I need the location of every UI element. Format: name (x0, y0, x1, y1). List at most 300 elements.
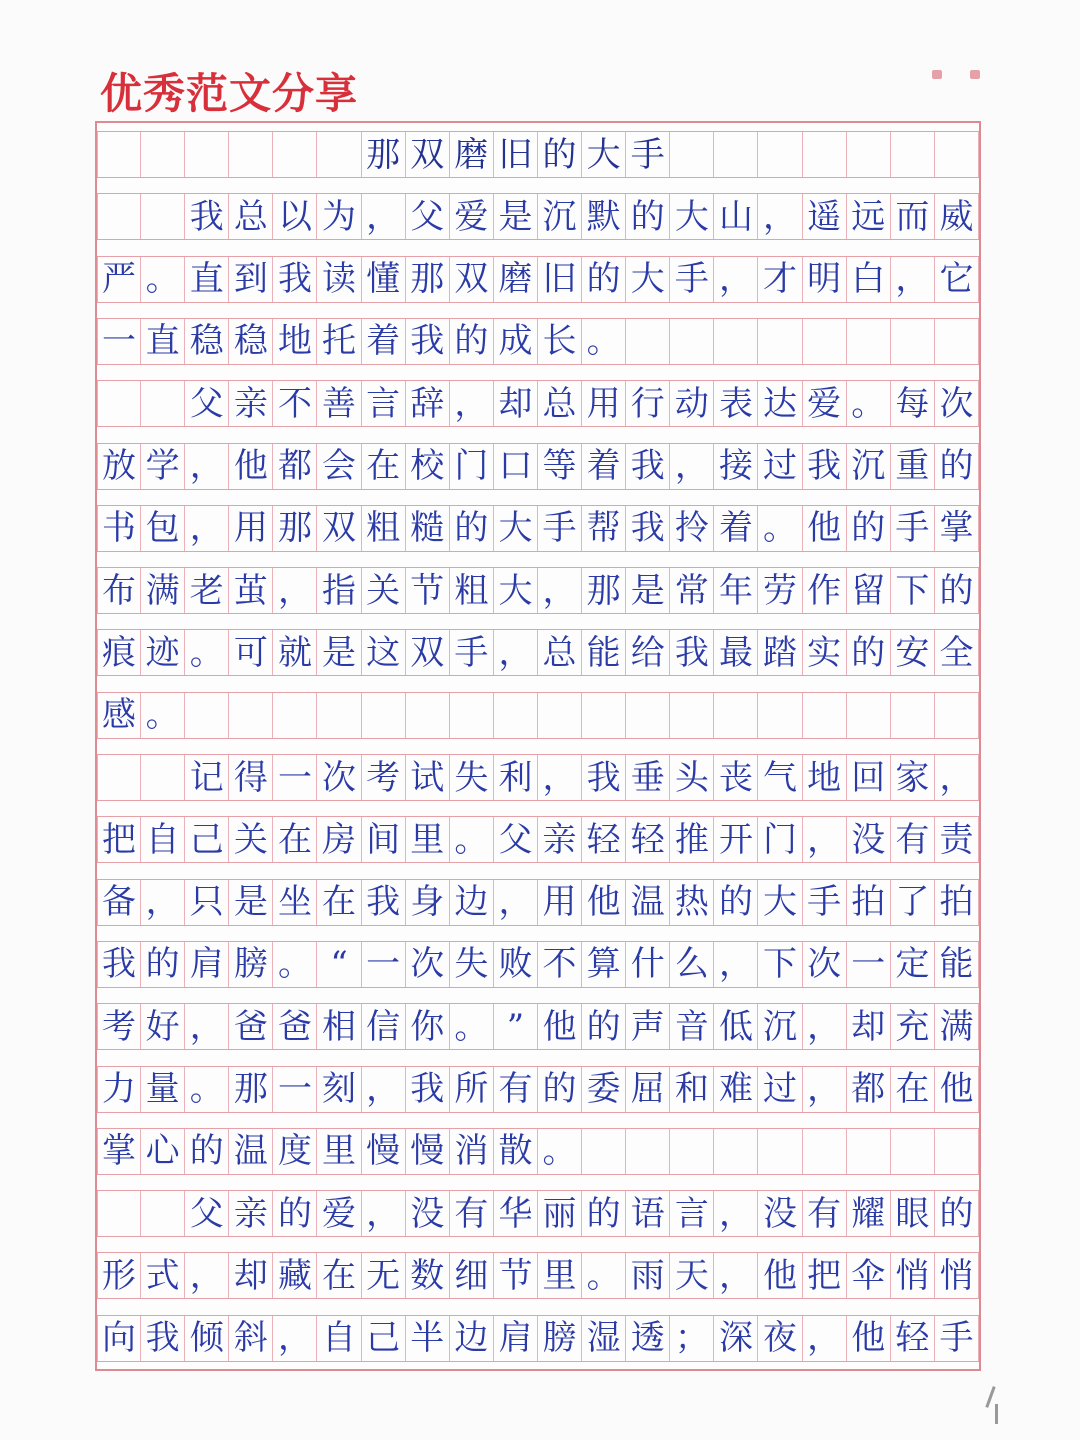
grid-cell: 温 (229, 1129, 273, 1174)
grid-cell: 那 (229, 1067, 273, 1112)
grid-cell: 的 (450, 506, 494, 551)
grid-cell (891, 132, 935, 177)
grid-cell: 藏 (273, 1253, 317, 1298)
grid-cell: 门 (759, 817, 803, 862)
grid-cell: 。 (141, 693, 185, 738)
grid-cell: 的 (273, 1191, 317, 1236)
grid-cell: 细 (450, 1253, 494, 1298)
grid-cell: 踏 (759, 630, 803, 675)
grid-cell: 家 (891, 755, 935, 800)
grid-cell: 刻 (318, 1067, 362, 1112)
text-row (97, 1315, 979, 1362)
grid-cell: 的 (935, 444, 979, 489)
grid-cell: 那 (273, 506, 317, 551)
grid-cell: 的 (582, 1191, 626, 1236)
grid-cell: 。 (141, 257, 185, 302)
grid-cell: 能 (582, 630, 626, 675)
grid-cell: 推 (670, 817, 714, 862)
grid-cell: 亲 (229, 381, 273, 426)
text-row (97, 1128, 979, 1175)
grid-cell (759, 132, 803, 177)
grid-cell: 拎 (670, 506, 714, 551)
grid-cell: 门 (450, 444, 494, 489)
grid-cell: 没 (847, 817, 891, 862)
grid-cell: 全 (935, 630, 979, 675)
grid-cell: 没 (759, 1191, 803, 1236)
grid-cell: 年 (714, 568, 758, 613)
grid-cell (185, 132, 229, 177)
grid-cell: 父 (406, 194, 450, 239)
grid-cell: 语 (626, 1191, 670, 1236)
grid-cell: ， (185, 506, 229, 551)
grid-cell: ” (494, 1004, 538, 1049)
grid-cell: 己 (362, 1316, 406, 1361)
grid-cell (803, 1129, 847, 1174)
grid-cell: 了 (891, 880, 935, 925)
grid-cell: 实 (803, 630, 847, 675)
grid-cell: 头 (670, 755, 714, 800)
grid-cell: 气 (759, 755, 803, 800)
grid-cell: 记 (185, 755, 229, 800)
grid-cell (670, 693, 714, 738)
grid-cell: 亲 (538, 817, 582, 862)
grid-cell: 爸 (273, 1004, 317, 1049)
grid-cell: 大 (494, 568, 538, 613)
grid-cell (891, 1129, 935, 1174)
grid-cell: 稳 (185, 319, 229, 364)
grid-cell: ， (891, 257, 935, 302)
grid-cell: ， (803, 1316, 847, 1361)
grid-cell: 而 (891, 194, 935, 239)
grid-cell: 劳 (759, 568, 803, 613)
grid-cell (273, 132, 317, 177)
grid-cell: 掌 (935, 506, 979, 551)
grid-cell: 节 (494, 1253, 538, 1298)
grid-cell: 却 (847, 1004, 891, 1049)
grid-cell: 把 (97, 817, 141, 862)
grid-cell: 他 (759, 1253, 803, 1298)
grid-cell: 所 (450, 1067, 494, 1112)
grid-cell: 它 (935, 257, 979, 302)
grid-cell: 辞 (406, 381, 450, 426)
grid-cell: 轻 (626, 817, 670, 862)
grid-cell: 数 (406, 1253, 450, 1298)
grid-cell: 倾 (185, 1316, 229, 1361)
grid-cell: 粗 (362, 506, 406, 551)
grid-cell: 接 (714, 444, 758, 489)
grid-cell: 沉 (538, 194, 582, 239)
grid-cell (847, 132, 891, 177)
grid-cell: 丽 (538, 1191, 582, 1236)
grid-cell: 不 (538, 942, 582, 987)
grid-cell: 安 (891, 630, 935, 675)
grid-cell: 感 (97, 693, 141, 738)
grid-cell: 我 (626, 506, 670, 551)
grid-cell: 指 (318, 568, 362, 613)
grid-cell: 我 (185, 194, 229, 239)
text-row (97, 754, 979, 801)
grid-cell: ， (273, 1316, 317, 1361)
grid-cell: 华 (494, 1191, 538, 1236)
grid-cell: 不 (273, 381, 317, 426)
grid-cell: 他 (847, 1316, 891, 1361)
grid-cell: 爱 (803, 381, 847, 426)
corner-mark-icon (985, 1386, 1005, 1426)
grid-cell: 是 (626, 568, 670, 613)
grid-cell: 和 (670, 1067, 714, 1112)
grid-cell: 双 (450, 257, 494, 302)
grid-cell: 手 (626, 132, 670, 177)
grid-cell: ， (362, 1067, 406, 1112)
grid-cell (935, 319, 979, 364)
grid-cell: 我 (670, 630, 714, 675)
grid-cell: 算 (582, 942, 626, 987)
grid-cell (803, 319, 847, 364)
grid-cell (97, 1191, 141, 1236)
grid-cell: 我 (273, 257, 317, 302)
grid-cell (97, 194, 141, 239)
grid-cell: 关 (362, 568, 406, 613)
grid-cell: 有 (450, 1191, 494, 1236)
grid-cell: 那 (582, 568, 626, 613)
grid-cell: 手 (538, 506, 582, 551)
grid-cell: ； (670, 1316, 714, 1361)
text-row (97, 380, 979, 427)
grid-cell: 坐 (273, 880, 317, 925)
grid-cell: 遥 (803, 194, 847, 239)
grid-cell: 自 (141, 817, 185, 862)
grid-cell: 委 (582, 1067, 626, 1112)
grid-cell: 把 (803, 1253, 847, 1298)
grid-cell (670, 319, 714, 364)
grid-cell: 悄 (935, 1253, 979, 1298)
grid-cell: 父 (494, 817, 538, 862)
grid-cell: ， (670, 444, 714, 489)
grid-cell: 大 (494, 506, 538, 551)
grid-cell (847, 693, 891, 738)
grid-cell: 言 (362, 381, 406, 426)
grid-cell: 山 (714, 194, 758, 239)
grid-cell (97, 381, 141, 426)
grid-cell: 糙 (406, 506, 450, 551)
grid-cell: 形 (97, 1253, 141, 1298)
grid-cell: 威 (935, 194, 979, 239)
grid-cell: 他 (803, 506, 847, 551)
grid-cell: 他 (935, 1067, 979, 1112)
grid-cell: 悄 (891, 1253, 935, 1298)
grid-cell: 最 (714, 630, 758, 675)
text-row (97, 443, 979, 490)
grid-cell: 有 (494, 1067, 538, 1112)
grid-cell: 是 (494, 194, 538, 239)
grid-cell (141, 194, 185, 239)
text-row (97, 629, 979, 676)
grid-cell (141, 132, 185, 177)
grid-cell: 拍 (935, 880, 979, 925)
grid-cell: 关 (229, 817, 273, 862)
text-row (97, 879, 979, 926)
grid-cell: ， (494, 630, 538, 675)
grid-cell: 爱 (450, 194, 494, 239)
grid-cell: 双 (318, 506, 362, 551)
grid-cell (847, 319, 891, 364)
grid-cell (714, 319, 758, 364)
grid-cell: 湿 (582, 1316, 626, 1361)
grid-cell: 伞 (847, 1253, 891, 1298)
grid-cell: ， (273, 568, 317, 613)
grid-cell: 有 (891, 817, 935, 862)
grid-cell: 的 (847, 506, 891, 551)
grid-cell: 的 (582, 257, 626, 302)
grid-cell: ， (935, 755, 979, 800)
grid-cell: 学 (141, 444, 185, 489)
grid-cell: 亲 (229, 1191, 273, 1236)
grid-cell: 言 (670, 1191, 714, 1236)
grid-cell: 那 (362, 132, 406, 177)
grid-cell: 里 (406, 817, 450, 862)
grid-cell: 老 (185, 568, 229, 613)
grid-cell: 的 (185, 1129, 229, 1174)
grid-cell: 在 (318, 880, 362, 925)
grid-cell: 到 (229, 257, 273, 302)
grid-cell: 只 (185, 880, 229, 925)
grid-cell: 默 (582, 194, 626, 239)
grid-cell (891, 693, 935, 738)
grid-cell: 没 (406, 1191, 450, 1236)
grid-cell: 达 (759, 381, 803, 426)
grid-cell: 总 (229, 194, 273, 239)
grid-cell: 直 (141, 319, 185, 364)
grid-cell (362, 693, 406, 738)
grid-cell: 声 (626, 1004, 670, 1049)
grid-cell: 爸 (229, 1004, 273, 1049)
grid-cell: 我 (406, 319, 450, 364)
grid-cell: 手 (803, 880, 847, 925)
grid-cell: 的 (141, 942, 185, 987)
grid-cell: 。 (273, 942, 317, 987)
grid-cell: 热 (670, 880, 714, 925)
grid-cell: 地 (273, 319, 317, 364)
grid-cell: 。 (185, 1067, 229, 1112)
grid-cell: 爱 (318, 1191, 362, 1236)
corner-decoration (932, 70, 992, 82)
grid-cell: 房 (318, 817, 362, 862)
grid-cell: 行 (626, 381, 670, 426)
grid-cell: ， (714, 942, 758, 987)
grid-cell: 的 (538, 132, 582, 177)
grid-cell: 无 (362, 1253, 406, 1298)
grid-cell: 边 (450, 880, 494, 925)
grid-cell: 读 (318, 257, 362, 302)
text-row (97, 318, 979, 365)
grid-cell (714, 132, 758, 177)
grid-cell: 。 (450, 817, 494, 862)
text-row (97, 1003, 979, 1050)
grid-cell: 就 (273, 630, 317, 675)
grid-cell: ， (538, 568, 582, 613)
grid-cell: 考 (97, 1004, 141, 1049)
text-row (97, 692, 979, 739)
grid-cell: 次 (318, 755, 362, 800)
grid-cell (494, 693, 538, 738)
grid-cell: 垂 (626, 755, 670, 800)
grid-cell: 常 (670, 568, 714, 613)
text-row (97, 1252, 979, 1299)
grid-cell: ， (494, 880, 538, 925)
grid-cell: 布 (97, 568, 141, 613)
grid-cell (714, 1129, 758, 1174)
grid-cell: 的 (847, 630, 891, 675)
grid-cell (273, 693, 317, 738)
grid-cell: 他 (229, 444, 273, 489)
grid-cell: 心 (141, 1129, 185, 1174)
grid-cell (318, 693, 362, 738)
grid-cell (759, 319, 803, 364)
grid-cell: 开 (714, 817, 758, 862)
grid-cell: 总 (538, 381, 582, 426)
grid-cell: 旧 (494, 132, 538, 177)
grid-cell (582, 693, 626, 738)
grid-cell: ， (714, 1191, 758, 1236)
grid-cell: 表 (714, 381, 758, 426)
grid-cell: 为 (318, 194, 362, 239)
grid-cell: ， (185, 444, 229, 489)
grid-cell: 过 (759, 444, 803, 489)
grid-cell: 身 (406, 880, 450, 925)
grid-cell: 力 (97, 1067, 141, 1112)
grid-cell: 他 (538, 1004, 582, 1049)
grid-cell: 定 (891, 942, 935, 987)
grid-cell (759, 693, 803, 738)
grid-cell: ， (714, 257, 758, 302)
grid-cell: 都 (847, 1067, 891, 1112)
grid-cell: 白 (847, 257, 891, 302)
grid-cell: 书 (97, 506, 141, 551)
grid-cell (935, 132, 979, 177)
grid-cell: 慢 (362, 1129, 406, 1174)
grid-cell: 深 (714, 1316, 758, 1361)
grid-cell (670, 1129, 714, 1174)
grid-cell: 着 (714, 506, 758, 551)
grid-cell: 什 (626, 942, 670, 987)
grid-cell: 远 (847, 194, 891, 239)
grid-cell: 手 (935, 1316, 979, 1361)
grid-cell (935, 1129, 979, 1174)
grid-cell: 败 (494, 942, 538, 987)
text-row (97, 193, 979, 240)
grid-cell: 丧 (714, 755, 758, 800)
grid-cell: 向 (97, 1316, 141, 1361)
grid-cell: 失 (450, 755, 494, 800)
grid-cell: 校 (406, 444, 450, 489)
grid-cell: 音 (670, 1004, 714, 1049)
grid-cell: 总 (538, 630, 582, 675)
grid-cell: 重 (891, 444, 935, 489)
grid-cell: 等 (538, 444, 582, 489)
grid-cell: 以 (273, 194, 317, 239)
grid-cell: 下 (891, 568, 935, 613)
grid-cell: 手 (450, 630, 494, 675)
grid-cell: 在 (273, 817, 317, 862)
grid-cell: 考 (362, 755, 406, 800)
grid-cell: 满 (141, 568, 185, 613)
grid-cell: ， (185, 1253, 229, 1298)
text-row (97, 567, 979, 614)
grid-cell: 成 (494, 319, 538, 364)
grid-cell: 着 (582, 444, 626, 489)
grid-cell: 满 (935, 1004, 979, 1049)
grid-cell: 信 (362, 1004, 406, 1049)
grid-cell: 回 (847, 755, 891, 800)
grid-cell: 的 (626, 194, 670, 239)
grid-cell: 肩 (494, 1316, 538, 1361)
grid-cell (714, 693, 758, 738)
grid-cell: 地 (803, 755, 847, 800)
grid-cell (229, 132, 273, 177)
grid-cell: 托 (318, 319, 362, 364)
grid-cell: 散 (494, 1129, 538, 1174)
grid-cell: 得 (229, 755, 273, 800)
grid-cell (803, 132, 847, 177)
grid-cell: 却 (229, 1253, 273, 1298)
grid-cell: 责 (935, 817, 979, 862)
grid-cell: 过 (759, 1067, 803, 1112)
grid-cell: 沉 (847, 444, 891, 489)
grid-cell: 这 (362, 630, 406, 675)
grid-cell: 会 (318, 444, 362, 489)
grid-cell: 手 (891, 506, 935, 551)
grid-cell: 备 (97, 880, 141, 925)
grid-cell: 间 (362, 817, 406, 862)
grid-cell: 痕 (97, 630, 141, 675)
grid-cell: 旧 (538, 257, 582, 302)
grid-cell: 是 (229, 880, 273, 925)
grid-cell: 利 (494, 755, 538, 800)
grid-cell: 我 (626, 444, 670, 489)
grid-cell: 轻 (891, 1316, 935, 1361)
grid-cell: 在 (362, 444, 406, 489)
grid-cell: ， (759, 194, 803, 239)
grid-cell: 懂 (362, 257, 406, 302)
grid-cell: 难 (714, 1067, 758, 1112)
grid-cell: 手 (670, 257, 714, 302)
essay-title-row (97, 131, 979, 178)
text-row (97, 1066, 979, 1113)
grid-cell: 一 (97, 319, 141, 364)
grid-cell: 次 (406, 942, 450, 987)
grid-cell: 。 (759, 506, 803, 551)
grid-cell (97, 755, 141, 800)
grid-cell: 膀 (538, 1316, 582, 1361)
grid-cell: 留 (847, 568, 891, 613)
grid-cell: “ (318, 942, 362, 987)
grid-cell: 量 (141, 1067, 185, 1112)
grid-cell: 下 (759, 942, 803, 987)
grid-cell: 是 (318, 630, 362, 675)
grid-cell: 他 (582, 880, 626, 925)
grid-cell: 茧 (229, 568, 273, 613)
grid-cell: 一 (273, 755, 317, 800)
grid-cell: 天 (670, 1253, 714, 1298)
banner-title: 优秀范文分享 (100, 69, 359, 118)
grid-cell: 眼 (891, 1191, 935, 1236)
grid-cell: 包 (141, 506, 185, 551)
grid-cell: 充 (891, 1004, 935, 1049)
grid-cell (626, 1129, 670, 1174)
grid-cell: 的 (582, 1004, 626, 1049)
grid-cell (626, 693, 670, 738)
grid-cell: 我 (406, 1067, 450, 1112)
